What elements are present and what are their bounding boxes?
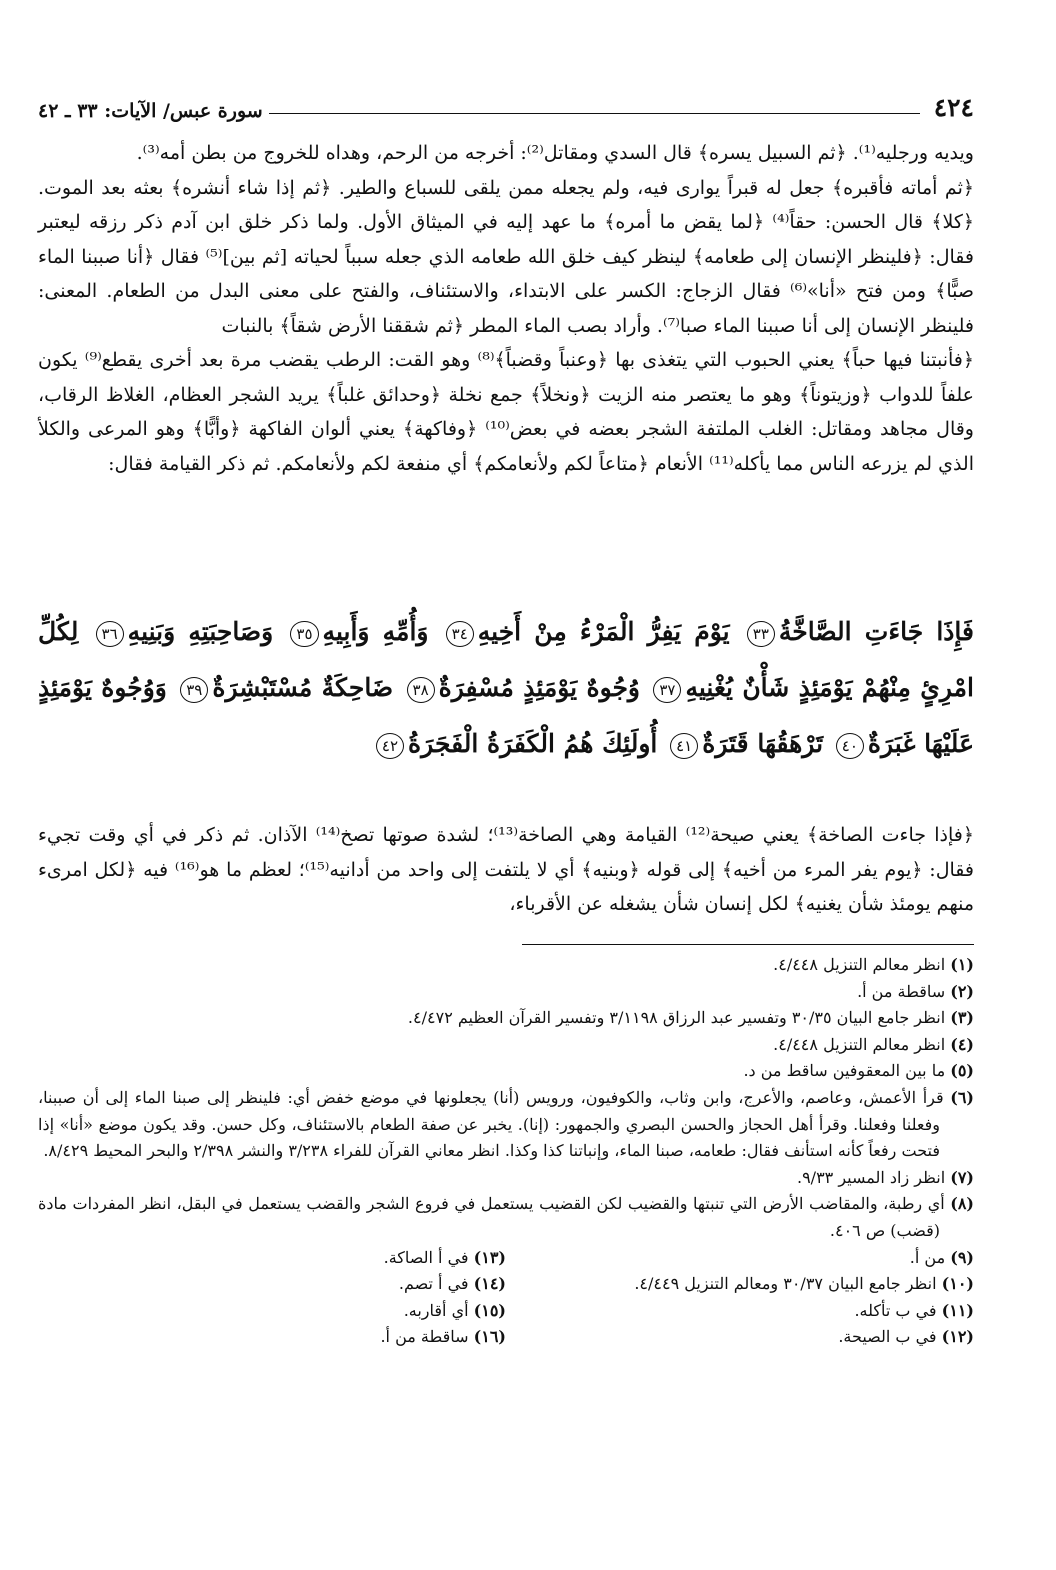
footnote-number: (٢) [950,981,974,1001]
surah-title: سورة عبس/ الآيات: ٣٣ ـ ٤٢ [38,100,263,122]
ayah-number-marker: ٤٢ [376,733,404,759]
footnote-text: انظر زاد المسير ٩/٣٣. [796,1167,946,1187]
footnote [506,1245,974,1272]
footnote-text: من أ. [909,1247,946,1267]
footnote-number: (٥) [950,1061,974,1081]
verse-text: وَصَاحِبَتِهِ وَبَنِيهِ [127,617,274,646]
footnote-text: أي رطبة، والمقاضب الأرض التي تنبتها والقضيب لكن القضيب يستعمل في فروع الشجر والقضب يستعمل في البقل، انظر المفردات مادة (قضب) ص ٤٠٦. [38,1194,945,1240]
footnote-text: أي أقاربه. [403,1300,469,1320]
tafsir-section-1 [38,136,974,481]
footnote-text: في ب الصيحة. [838,1327,937,1347]
footnote-number: (١٣) [473,1247,506,1267]
footnote-text: انظر جامع البيان ٣٠/٣٥ وتفسير عبد الرزاق ٣/١١٩٨ وتفسير القرآن العظيم ٤/٤٧٢. [407,1008,946,1028]
ayah-number-marker: ٤٠ [836,733,864,759]
footnote-text: ساقطة من أ. [857,981,946,1001]
footnote-columns [38,1245,974,1351]
footnote-text: انظر جامع البيان ٣٠/٣٧ ومعالم التنزيل ٤/٤٤٩. [634,1274,937,1294]
footnote-text: ساقطة من أ. [380,1327,469,1347]
footnote [506,1271,974,1298]
verse-text: وُجُوهٌ يَوْمَئِذٍ مُسْفِرَةٌ [438,673,641,702]
footnote-text: ما بين المعقوفين ساقط من د. [743,1061,946,1081]
footnote [38,1032,974,1059]
ayah-number-marker: ٣٤ [446,621,474,647]
footnotes [38,952,974,1351]
footnote-text: في ب تأكله. [854,1300,937,1320]
verse-text: يَوْمَ يَفِرُّ الْمَرْءُ مِنْ أَخِيهِ [477,617,730,646]
footnote [38,1324,506,1351]
ayah-number-marker: ٣٥ [290,621,318,647]
footnote [506,1324,974,1351]
footnote [38,1058,974,1085]
verse-text: وَوُجُوهٌ يَوْمَئِذٍ عَلَيْهَا غَبَرَةٌ [38,673,974,758]
footnote-number: (٦) [950,1087,974,1107]
footnote-text: قرأ الأعمش، وعاصم، والأعرج، وابن وثاب، والكوفيون، ورويس (أنا) يجعلونها في موضع خفض أي: فلينظر إلى صبنا الماء إلى أن صببنا، وفعلنا وفعلنا. وقرأ أهل الحجاز والحسن البصري والجمهور: (إنا). يخبر عن صفة الطعام بالاستئناف، وكل حسن. وقد يكون موضع «أنا» إذا فتحت رفعاً كأنه استأنف فقال: طعامه، صبنا الماء، وإنباتنا كذا وكذا. انظر معاني القرآن للفراء ٣/٢٣٨ والنشر ٢/٣٩٨ والبحر المحيط ٨/٤٢٩. [38,1087,944,1161]
tafsir-paragraph: ﴿فإذا جاءت الصاخة﴾ يعني صيحة⁽¹²⁾ القيامة وهي الصاخة⁽¹³⁾؛ لشدة صوتها تصخ⁽¹⁴⁾ الآذان. ثم ذكر في أي وقت تجيء فقال: ﴿يوم يفر المرء من أخيه﴾ إلى قوله ﴿وبنيه﴾ أي لا يلتفت إلى واحد من أدانيه⁽¹⁵⁾؛ لعظم ما هو⁽¹⁶⁾ فيه ﴿لكل امرىء منهم يومئذ شأن يغنيه﴾ لكل إنسان شأن يشغله عن الأقرباء، [38,824,974,915]
tafsir-section-2 [38,818,974,922]
ayah-number-marker: ٣٨ [407,677,435,703]
footnote [38,1245,506,1272]
footnote-number: (١٥) [473,1300,506,1320]
footnote-separator [522,944,974,945]
footnote-number: (١٢) [941,1327,974,1347]
ayah-number-marker: ٣٣ [747,621,775,647]
footnote-text: في أ الصاكة. [383,1247,469,1267]
footnote-text: انظر معالم التنزيل ٤/٤٤٨. [773,955,946,974]
footnote-text: انظر معالم التنزيل ٤/٤٤٨. [773,1034,946,1054]
ayah-number-marker: ٤١ [670,733,698,759]
verse-text: ضَاحِكَةٌ مُسْتَبْشِرَةٌ [212,673,394,702]
footnote [506,1298,974,1325]
running-header [38,82,974,122]
footnote [38,1298,506,1325]
footnote-number: (١) [950,955,974,974]
footnote-number: (١٦) [473,1327,506,1347]
footnote [38,1271,506,1298]
footnote-number: (٧) [950,1167,974,1187]
footnote-column-right [506,1245,974,1351]
footnote-column-left [38,1245,506,1351]
verse-text: تَرْهَقُهَا قَتَرَةٌ [702,729,824,758]
tafsir-paragraph: ﴿فأنبتنا فيها حباً﴾ يعني الحبوب التي يتغذى بها ﴿وعنباً وقضباً﴾⁽⁸⁾ وهو القت: الرطب يقضب مرة بعد أخرى يقطع⁽⁹⁾ يكون علفاً للدواب ﴿وزيتوناً﴾ وهو ما يعتصر منه الزيت ﴿ونخلاً﴾ جمع نخلة ﴿وحدائق غلباً﴾ يريد الشجر العظام، الغلاظ الرقاب، وقال مجاهد ومقاتل: الغلب الملتفة الشجر بعضه في بعض⁽¹⁰⁾ ﴿وفاكهة﴾ يعني ألوان الفاكهة ﴿وأبًّا﴾ وهو المرعى والكلأ الذي لم يزرعه الناس مما يأكله⁽¹¹⁾ الأنعام ﴿متاعاً لكم ولأنعامكم﴾ أي منفعة لكم ولأنعامكم. ثم ذكر القيامة فقال: [38,349,975,475]
verse-text: لِكُلِّ امْرِئٍ مِنْهُمْ يَوْمَئِذٍ شَأْنٌ يُغْنِيهِ [38,617,974,702]
page-number: ٤٢٤ [933,93,974,122]
footnote-number: (١٠) [941,1274,974,1294]
ayah-number-marker: ٣٦ [96,621,124,647]
tafsir-paragraph: ويديه ورجليه⁽¹⁾. ﴿ثم السبيل يسره﴾ قال السدي ومقاتل⁽²⁾: أخرجه من الرحم، وهداه للخروج من بطن أمه⁽³⁾. [136,142,974,164]
header-rule [269,113,920,114]
footnote-text: في أ تصم. [398,1274,469,1294]
tafsir-paragraph: ﴿ثم أماته فأقبره﴾ جعل له قبراً يوارى فيه، ولم يجعله ممن يلقى للسباع والطير. ﴿ثم إذا شاء أنشره﴾ بعثه بعد الموت. ﴿كلا﴾ قال الحسن: حقاً⁽⁴⁾ ﴿لما يقض ما أمره﴾ ما عهد إليه في الميثاق الأول. ولما ذكر خلق ابن آدم ذكر رزقه ليعتبر فقال: ﴿فلينظر الإنسان إلى طعامه﴾ لينظر كيف خلق الله طعامه الذي جعله سبباً لحياته [ثم بين]⁽⁵⁾ فقال ﴿أنا صببنا الماء صبًّا﴾ ومن فتح «أنا»⁽⁶⁾ فقال الزجاج: الكسر على الابتداء، والاستئناف، والفتح على معنى البدل من الطعام. المعنى: فلينظر الإنسان إلى أنا صببنا الماء صبا⁽⁷⁾. وأراد بصب الماء المطر ﴿ثم شققنا الأرض شقاً﴾ بالنبات [38,176,974,337]
footnote [38,979,974,1006]
footnote [38,1191,974,1244]
footnote-number: (١٤) [473,1274,506,1294]
footnote [38,952,974,979]
ayah-number-marker: ٣٩ [180,677,208,703]
footnote [38,1005,974,1032]
verse-text: فَإِذَا جَاءَتِ الصَّاخَّةُ [778,617,974,646]
footnote-number: (٤) [950,1034,974,1054]
quran-verses [38,604,974,772]
verse-text: أُولَئِكَ هُمُ الْكَفَرَةُ الْفَجَرَةُ [408,729,658,758]
footnote-number: (٨) [950,1194,974,1214]
footnote-number: (٩) [950,1247,974,1267]
footnote-number: (٣) [950,1008,974,1028]
footnote [38,1165,974,1192]
ayah-number-marker: ٣٧ [653,677,681,703]
footnote-number: (١١) [941,1300,974,1320]
footnote [38,1085,974,1165]
verse-text: وَأُمِّهِ وَأَبِيهِ [322,617,429,646]
